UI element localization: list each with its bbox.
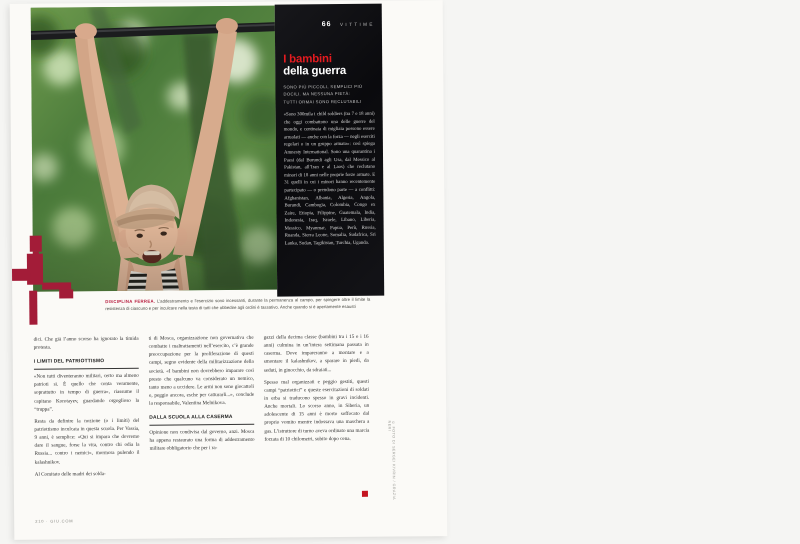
paragraph: Al Comitato delle madri dei solda- xyxy=(34,470,106,478)
article-title-line1: I bambini xyxy=(283,53,332,66)
paragraph: Opinione non condivisa dal governo, anzi. Mosca ha appena restaurato una forma di addestramento militare obbligatorio che per i ra- xyxy=(149,428,255,453)
section-header xyxy=(275,13,375,32)
pictogram-head xyxy=(30,236,42,252)
body-column-2 xyxy=(149,334,255,505)
subhead-patriottismo: I LIMITI DEL PATRIOTTISMO xyxy=(34,358,139,369)
paragraph: Spesso mal organizzati e peggio gestiti, questi campi “patriottici” e queste esercitazioni di soldati in erba si traducono spesso in gravi incidenti. Anche mortali. Lo scorso anno, in Siberia, un adolescente di 15 anni è morto soffocato dal proprio vomito mentre indossava una maschera a gas. L’istruttore di turno aveva ordinato una marcia forzata di 10 chilometri, subito dopo cena. xyxy=(263,378,370,443)
page-footer: 210 · GIU.COM xyxy=(35,518,74,524)
photo-caption xyxy=(105,297,370,313)
pictogram-rifle-stock xyxy=(59,289,73,298)
section-label: VITTIME xyxy=(339,21,375,28)
paragraph: ti di Mosca, organizzazione non governativa che combatte i maltrattamenti nell’esercito, c’è grande preoccupazione per la proliferazione di questi campi, segno evidente della militarizzazione della società. «I bambini non dovrebbero imparare così presto che qualcuno va considerato un nemico, tanto meno a uccidere. Le armi non sono giocattoli e, peggio ancora, esche per catturarli...», conclude la responsabile, Valentina Melnikova. xyxy=(148,334,255,407)
magazine-page xyxy=(10,0,448,540)
caption-label: DISCIPLINA FERREA. xyxy=(105,298,156,305)
photo-credit: © FOTO DI SERGEI KIVRIN / GRAZIA NERI xyxy=(387,420,397,500)
paragraph: gazzi della decima classe (bambini tra i 15 e i 16 anni) culmina in un’intera settimana passata in caserma. Dove impareranno a montare e a smontare il kalashnikov, a sparare in piedi, da seduti, in ginocchio, da sdraiati... xyxy=(263,333,369,374)
paragraph: Resta da definire la nozione (o i limiti) del patriottismo inculcata in questa scuola. Per Vassia, 9 anni, è semplice: «Qui si impara che dovremo dare il sangue, forse la vita, contro chi odia la Russia... contro i nemici», mormora pulendo il kalashnikov. xyxy=(34,417,140,466)
caption-text: L’addestramento e l’esercizio sono incessanti, durante la permanenza al campo, per spingere oltre il limite la resistenza di ciascuno e per inculcare nella testa di tutti che obbedire agli ordini è tassativo. Anche quando si è apertamente esausti xyxy=(105,296,371,312)
panel-body-text: «Sono 300mila i child soldiers (tra 7 e 18 anni) che oggi combattono una delle guerre del mondo, e centinaia di migliaia possono essere arruolati — anche con la forza — negli eserciti regolari o in un gruppo armato»: così spiega Amnesty International. Sono una quarantina i Paesi (dal Burundi agli Usa, dal Messico al Pakistan, all’Iran e al Laos) che reclutano minori di 18 anni nelle proprie forze armate. E 31 quelli in cui i minori hanno recentemente partecipato — o prendono parte — a conflitti: Afghanistan, Albania, Algeria, Angola, Burundi, Cambogia, Colombia, Congo ex Zaire, Etiopia, Filippine, Guatemala, India, Indonesia, Iraq, Israele, Libano, Liberia, Messico, Myanmar, Papua, Perù, Russia, Ruanda, Sierra Leone, Somalia, Sudafrica, Sri Lanka, Sudan, Tagikistan, Turchia, Uganda. xyxy=(283,111,376,247)
paragraph: dici. Che già l’anno scorso ha ignorato la timida protesta. xyxy=(33,335,139,351)
pictogram-leg xyxy=(29,291,37,325)
article-title xyxy=(283,53,374,78)
photo-boy-pullup xyxy=(31,6,277,292)
subhead-caserma: DALLA SCUOLA ALLA CASERMA xyxy=(149,414,254,425)
article-end-mark xyxy=(362,491,368,497)
photo-vignette xyxy=(31,6,277,292)
article-side-panel xyxy=(275,4,385,297)
body-column-1 xyxy=(34,335,140,506)
page-number: 66 xyxy=(321,21,332,29)
article-title-line2: della guerra xyxy=(283,65,347,78)
paragraph: «Non tutti diventeranno militari, certo ma almeno patrioti sì. È quello che conta veramente, soprattutto in tempo di guerra», riassume il capitano Korotayev, guardando orgoglioso la “truppa”. xyxy=(33,372,140,413)
article-standfirst: SONO PIÙ PICCOLI, SEMPLICI PIÙ DOCILI. MA NESSUNA PIETÀ: TUTTI ORMAI SONO RECLUTABILI xyxy=(283,83,363,105)
pictogram-arm xyxy=(12,269,30,281)
body-column-3 xyxy=(264,333,370,504)
photo-illustration xyxy=(31,6,277,292)
